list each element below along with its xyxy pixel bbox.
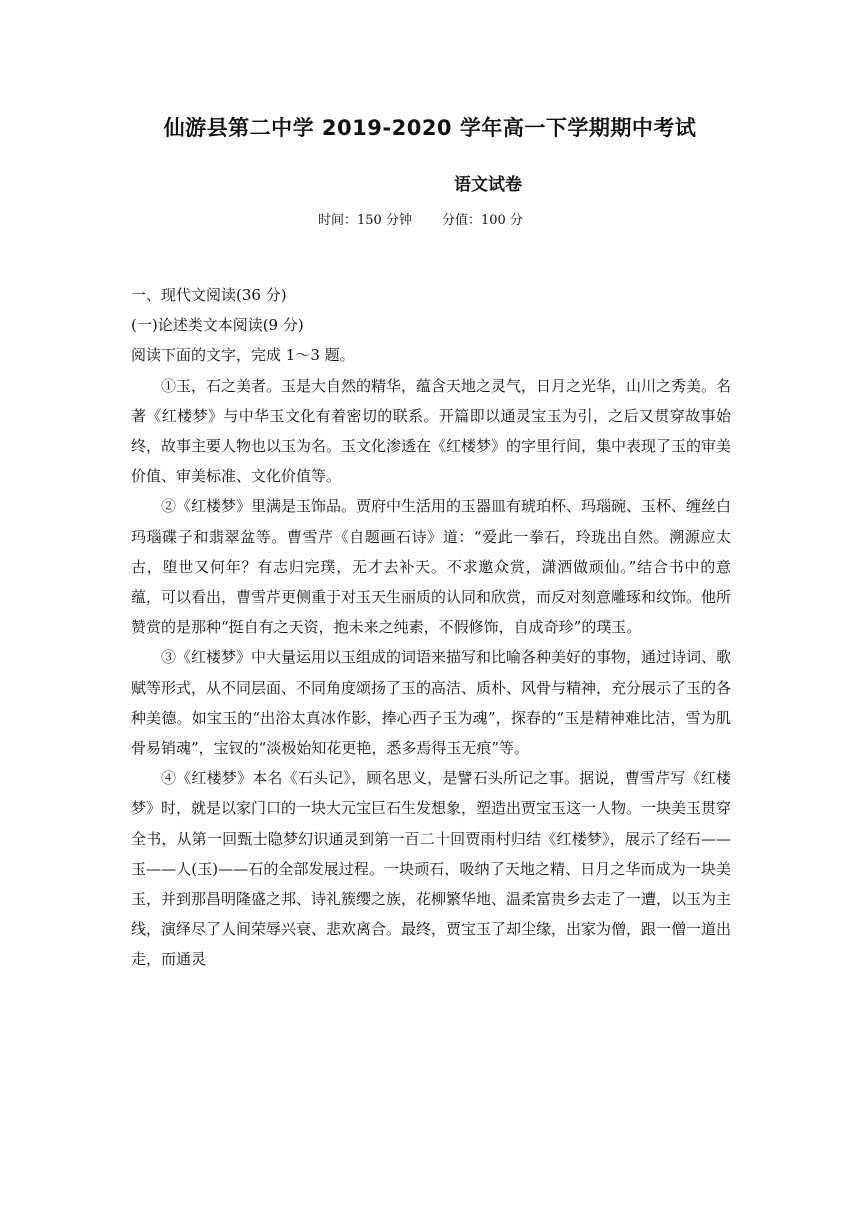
paragraph-1: ①玉，石之美者。玉是大自然的精华，蕴含天地之灵气，日月之光华，山川之秀美。名著《红楼梦》与中华玉文化有着密切的联系。开篇即以通灵宝玉为引，之后又贯穿故事始终，故事主要人物也以玉为名。玉文化渗透在《红楼梦》的字里行间，集中表现了玉的审美价值、审美标准、文化价值等。 — [131, 376, 732, 486]
exam-subtitle: 语文试卷 — [454, 175, 522, 195]
exam-score: 分值：100 分 — [441, 213, 523, 228]
paragraph-4: ④《红楼梦》本名《石头记》，顾名思义，是譬石头所记之事。据说，曹雪芹写《红楼梦》时，就是以家门口的一块大元宝巨石生发想象，塑造出贾宝玉这一人物。一块美玉贯穿全书，从第一回甄士隐梦幻识通灵到第一百二十回贾雨村归结《红楼梦》，展示了经石——玉——人(玉)——石的全部发展过程。一块顽石，吸纳了天地之精、日月之华而成为一块美玉，并到那昌明隆盛之邦、诗礼簇缨之族，花柳繁华地、温柔富贵乡去走了一遭，以玉为主线，演绎尽了人间荣辱兴衰、悲欢离合。最终，贾宝玉了却尘缘，出家为僧，跟一僧一道出走，而通灵 — [131, 769, 732, 969]
exam-title: 仙游县第二中学 2019-2020 学年高一下学期期中考试 — [163, 116, 697, 140]
section-title: 一、现代文阅读(36 分) — [131, 286, 287, 304]
reading-section — [131, 280, 731, 975]
subsection-title: (一)论述类文本阅读(9 分) — [131, 316, 304, 335]
paragraph-2: ②《红楼梦》里满是玉饰品。贾府中生活用的玉器皿有琥珀杯、玛瑙碗、玉杯、缠丝白玛瑙碟子和翡翠盆等。曹雪芹《自题画石诗》道：“爱此一拳石，玲珑出自然。溯源应太古，堕世又何年？有志归完璞，无才去补天。不求邀众赏，潇洒做顽仙。”结合书中的意蕴，可以看出，曹雪芹更侧重于对玉天生丽质的认同和欣赏，而反对刻意雕琢和纹饰。他所赞赏的是那种“挺自有之天资，抱未来之纯素，不假修饰，自成奇珍”的璞玉。 — [131, 497, 732, 637]
exam-meta — [318, 210, 523, 232]
paragraph-3: ③《红楼梦》中大量运用以玉组成的词语来描写和比喻各种美好的事物，通过诗词、歌赋等形式，从不同层面、不同角度颂扬了玉的高洁、质朴、风骨与精神，充分展示了玉的各种美德。如宝玉的“出浴太真冰作影，捧心西子玉为魂”，探春的“玉是精神难比洁，雪为肌骨易销魂”，宝钗的“淡极始知花更艳，悉多焉得玉无痕”等。 — [131, 648, 732, 758]
exam-time: 时间：150 分钟 — [318, 213, 412, 228]
reading-instruction: 阅读下面的文字，完成 1～3 题。 — [131, 346, 355, 365]
